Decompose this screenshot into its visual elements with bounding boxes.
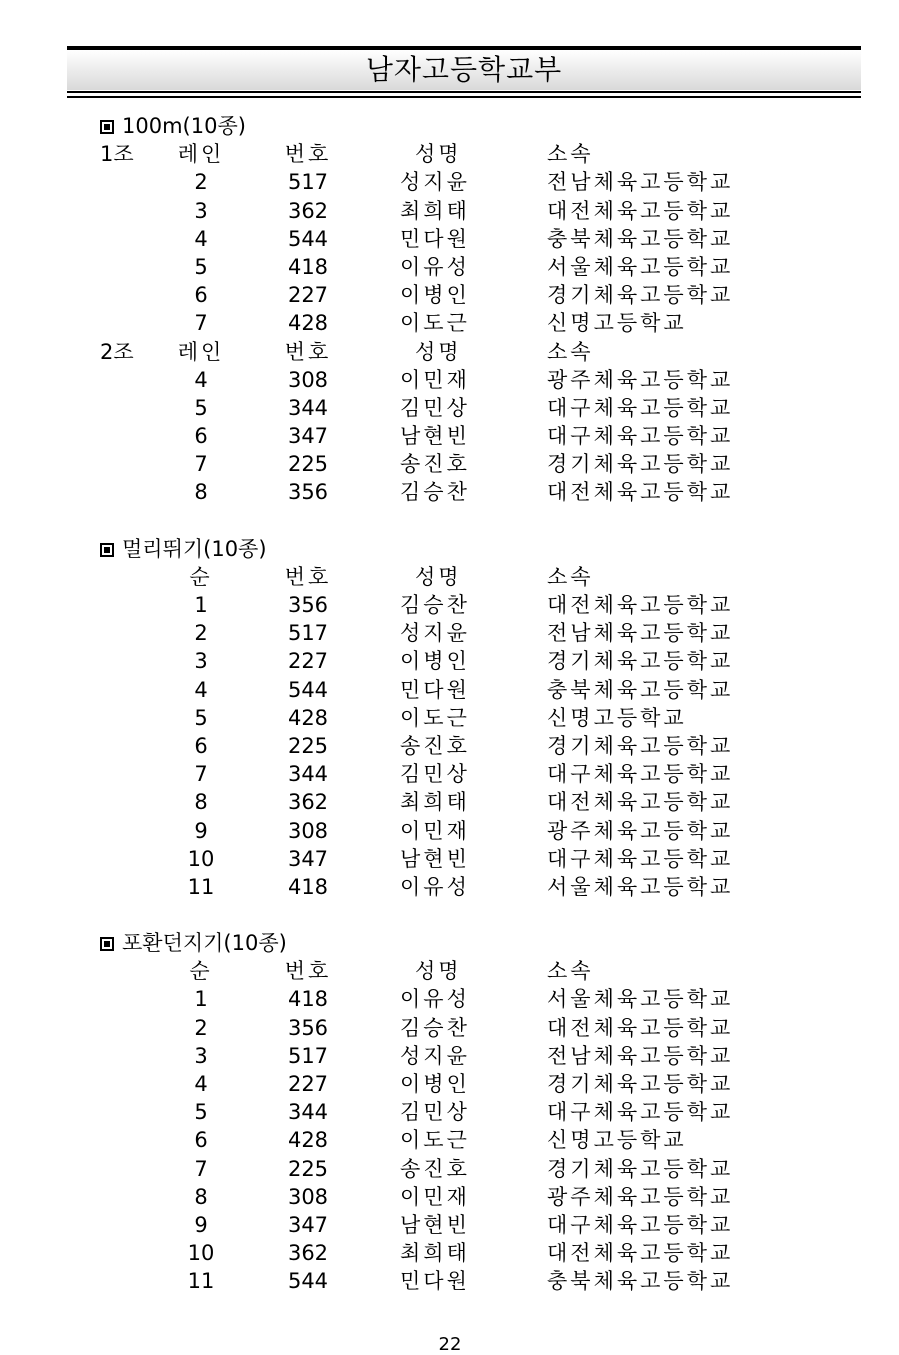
table-row <box>100 788 860 816</box>
event-section <box>100 929 860 1295</box>
bib-number-cell: 344 <box>287 762 329 787</box>
athlete-name-cell: 이민재 <box>400 1184 470 1209</box>
athlete-name-cell: 이병인 <box>400 1072 470 1096</box>
athlete-name-cell: 이도근 <box>400 705 470 730</box>
affiliation-cell: 전남체육고등학교 <box>547 621 734 646</box>
table-row <box>100 676 860 704</box>
table-header-row <box>100 563 860 591</box>
athlete-name-cell: 이민재 <box>400 818 470 843</box>
athlete-name-cell: 이유성 <box>400 987 470 1012</box>
affiliation-cell: 전남체육고등학교 <box>547 1043 734 1068</box>
athlete-name-cell: 이유성 <box>400 254 470 279</box>
athlete-name-cell: 성지윤 <box>400 621 470 646</box>
affiliation-cell: 서울체육고등학교 <box>547 254 734 279</box>
bib-number-cell: 544 <box>287 1269 329 1294</box>
table-row <box>100 281 860 309</box>
bib-number-cell: 225 <box>287 1156 329 1181</box>
table-row <box>100 1014 860 1042</box>
bib-number-cell: 347 <box>287 1212 329 1237</box>
athlete-name-cell: 김승찬 <box>400 593 470 617</box>
table-row <box>100 704 860 732</box>
column-header-rank: 순 <box>189 564 213 589</box>
bib-number-cell: 308 <box>287 818 329 843</box>
column-header-name: 성명 <box>415 564 462 589</box>
bib-number-cell: 344 <box>287 1100 329 1125</box>
heat-label: 1조 <box>100 142 134 167</box>
square-bullet-icon <box>100 937 114 951</box>
athlete-name-cell: 이유성 <box>400 874 470 899</box>
athlete-name-cell: 이병인 <box>400 649 470 674</box>
bib-number-cell: 356 <box>287 1015 329 1040</box>
column-header-rank: 레인 <box>177 339 225 364</box>
affiliation-cell: 대전체육고등학교 <box>547 198 734 223</box>
table-row <box>100 619 860 647</box>
page-number: 22 <box>438 1334 462 1355</box>
column-header-rank: 순 <box>189 959 213 984</box>
bib-number-cell: 362 <box>287 790 329 815</box>
affiliation-cell: 대전체육고등학교 <box>547 790 734 815</box>
event-section <box>100 535 860 901</box>
column-header-name: 성명 <box>415 959 462 984</box>
table-row <box>100 197 860 225</box>
table-row <box>100 760 860 788</box>
table-row <box>100 732 860 760</box>
rank-cell: 2 <box>194 170 208 195</box>
section-title <box>100 535 267 563</box>
header-bottom-rule-2 <box>67 96 861 98</box>
rank-cell: 8 <box>194 480 208 505</box>
bib-number-cell: 517 <box>287 170 329 195</box>
section-title <box>100 112 246 140</box>
affiliation-cell: 서울체육고등학교 <box>547 874 734 899</box>
bib-number-cell: 418 <box>287 874 329 899</box>
rank-cell: 7 <box>194 762 208 787</box>
bib-number-cell: 418 <box>287 987 329 1012</box>
rank-cell: 8 <box>194 1184 208 1209</box>
bib-number-cell: 347 <box>287 846 329 871</box>
bib-number-cell: 418 <box>287 254 329 279</box>
table-row <box>100 422 860 450</box>
rank-cell: 3 <box>194 649 208 674</box>
table-row <box>100 1239 860 1267</box>
column-header-name: 성명 <box>415 339 462 364</box>
section-title-row <box>100 535 860 563</box>
athlete-name-cell: 남현빈 <box>400 424 470 449</box>
athlete-name-cell: 남현빈 <box>400 1212 470 1237</box>
rank-cell: 9 <box>194 1212 208 1237</box>
rank-cell: 10 <box>187 846 215 871</box>
affiliation-cell: 경기체육고등학교 <box>547 733 734 758</box>
affiliation-cell: 대구체육고등학교 <box>547 395 734 420</box>
affiliation-cell: 대전체육고등학교 <box>547 480 734 505</box>
bib-number-cell: 544 <box>287 226 329 251</box>
athlete-name-cell: 송진호 <box>400 733 470 758</box>
affiliation-cell: 대구체육고등학교 <box>547 1212 734 1237</box>
table-row <box>100 1183 860 1211</box>
bib-number-cell: 227 <box>287 283 329 308</box>
affiliation-cell: 대전체육고등학교 <box>547 1241 734 1266</box>
affiliation-cell: 대구체육고등학교 <box>547 846 734 871</box>
bib-number-cell: 517 <box>287 621 329 646</box>
rank-cell: 4 <box>194 1072 208 1096</box>
athlete-name-cell: 김승찬 <box>400 1015 470 1040</box>
column-header-rank: 레인 <box>177 142 225 167</box>
bib-number-cell: 308 <box>287 367 329 392</box>
affiliation-cell: 경기체육고등학교 <box>547 1072 734 1096</box>
rank-cell: 3 <box>194 1043 208 1068</box>
table-row <box>100 1126 860 1154</box>
athlete-name-cell: 이도근 <box>400 311 470 336</box>
table-row <box>100 366 860 394</box>
bib-number-cell: 428 <box>287 705 329 730</box>
section-title-text: 100m(10종) <box>122 114 246 138</box>
rank-cell: 6 <box>194 424 208 449</box>
athlete-name-cell: 민다원 <box>400 1269 470 1294</box>
rank-cell: 2 <box>194 1015 208 1040</box>
affiliation-cell: 신명고등학교 <box>547 1128 687 1153</box>
square-bullet-icon <box>100 120 114 134</box>
bib-number-cell: 428 <box>287 311 329 336</box>
section-gap <box>100 507 860 535</box>
bib-number-cell: 356 <box>287 480 329 505</box>
affiliation-cell: 경기체육고등학교 <box>547 649 734 674</box>
heat-label: 2조 <box>100 339 134 364</box>
column-header-affiliation: 소속 <box>547 142 594 167</box>
table-row <box>100 873 860 901</box>
rank-cell: 6 <box>194 1128 208 1153</box>
athlete-name-cell: 김민상 <box>400 762 470 787</box>
affiliation-cell: 광주체육고등학교 <box>547 1184 734 1209</box>
square-bullet-icon <box>100 543 114 557</box>
affiliation-cell: 신명고등학교 <box>547 311 687 336</box>
rank-cell: 7 <box>194 311 208 336</box>
rank-cell: 3 <box>194 198 208 223</box>
table-row <box>100 394 860 422</box>
table-row <box>100 1098 860 1126</box>
rank-cell: 1 <box>194 987 208 1012</box>
affiliation-cell: 경기체육고등학교 <box>547 283 734 308</box>
affiliation-cell: 충북체육고등학교 <box>547 226 734 251</box>
table-row <box>100 1042 860 1070</box>
column-header-number: 번호 <box>284 564 332 589</box>
rank-cell: 4 <box>194 226 208 251</box>
column-header-affiliation: 소속 <box>547 339 594 364</box>
column-header-number: 번호 <box>284 339 332 364</box>
table-row <box>100 647 860 675</box>
rank-cell: 4 <box>194 677 208 702</box>
affiliation-cell: 전남체육고등학교 <box>547 170 734 195</box>
rank-cell: 4 <box>194 367 208 392</box>
athlete-name-cell: 김민상 <box>400 395 470 420</box>
table-header-row <box>100 338 860 366</box>
rank-cell: 10 <box>187 1241 215 1266</box>
affiliation-cell: 서울체육고등학교 <box>547 987 734 1012</box>
affiliation-cell: 신명고등학교 <box>547 705 687 730</box>
athlete-name-cell: 최희태 <box>400 198 470 223</box>
rank-cell: 11 <box>187 874 215 899</box>
table-row <box>100 1155 860 1183</box>
rank-cell: 1 <box>194 593 208 617</box>
table-row <box>100 591 860 619</box>
page-header <box>67 46 861 98</box>
rank-cell: 6 <box>194 733 208 758</box>
athlete-name-cell: 성지윤 <box>400 1043 470 1068</box>
athlete-name-cell: 최희태 <box>400 1241 470 1266</box>
header-bottom-rule <box>67 91 861 93</box>
affiliation-cell: 충북체육고등학교 <box>547 677 734 702</box>
rank-cell: 11 <box>187 1269 215 1294</box>
athlete-name-cell: 민다원 <box>400 677 470 702</box>
bib-number-cell: 362 <box>287 1241 329 1266</box>
affiliation-cell: 광주체육고등학교 <box>547 818 734 843</box>
section-title-row <box>100 929 860 957</box>
bib-number-cell: 225 <box>287 733 329 758</box>
section-title <box>100 929 287 957</box>
affiliation-cell: 대구체육고등학교 <box>547 1100 734 1125</box>
section-title-text: 포환던지기(10종) <box>122 931 287 956</box>
athlete-name-cell: 남현빈 <box>400 846 470 871</box>
affiliation-cell: 대전체육고등학교 <box>547 593 734 617</box>
bib-number-cell: 544 <box>287 677 329 702</box>
athlete-name-cell: 이도근 <box>400 1128 470 1153</box>
table-row <box>100 168 860 196</box>
table-header-row <box>100 140 860 168</box>
athlete-name-cell: 송진호 <box>400 452 470 477</box>
event-section <box>100 112 860 507</box>
section-title-row <box>100 112 860 140</box>
athlete-name-cell: 김승찬 <box>400 480 470 505</box>
table-row <box>100 1267 860 1295</box>
table-row <box>100 1070 860 1098</box>
athlete-name-cell: 민다원 <box>400 226 470 251</box>
athlete-name-cell: 송진호 <box>400 1156 470 1181</box>
bib-number-cell: 428 <box>287 1128 329 1153</box>
page-title: 남자고등학교부 <box>365 53 563 86</box>
column-header-number: 번호 <box>284 959 332 984</box>
affiliation-cell: 광주체육고등학교 <box>547 367 734 392</box>
affiliation-cell: 경기체육고등학교 <box>547 1156 734 1181</box>
results-content <box>100 112 860 1296</box>
bib-number-cell: 362 <box>287 198 329 223</box>
bib-number-cell: 308 <box>287 1184 329 1209</box>
rank-cell: 8 <box>194 790 208 815</box>
rank-cell: 5 <box>194 395 208 420</box>
affiliation-cell: 경기체육고등학교 <box>547 452 734 477</box>
table-row <box>100 450 860 478</box>
column-header-name: 성명 <box>415 142 462 167</box>
column-header-affiliation: 소속 <box>547 959 594 984</box>
athlete-name-cell: 이민재 <box>400 367 470 392</box>
affiliation-cell: 충북체육고등학교 <box>547 1269 734 1294</box>
bib-number-cell: 227 <box>287 1072 329 1096</box>
rank-cell: 5 <box>194 254 208 279</box>
athlete-name-cell: 최희태 <box>400 790 470 815</box>
athlete-name-cell: 성지윤 <box>400 170 470 195</box>
table-row <box>100 478 860 506</box>
section-title-text: 멀리뛰기(10종) <box>122 536 267 561</box>
rank-cell: 5 <box>194 1100 208 1125</box>
table-row <box>100 253 860 281</box>
table-row <box>100 845 860 873</box>
table-header-row <box>100 957 860 985</box>
athlete-name-cell: 이병인 <box>400 283 470 308</box>
rank-cell: 9 <box>194 818 208 843</box>
column-header-affiliation: 소속 <box>547 564 594 589</box>
table-row <box>100 225 860 253</box>
bib-number-cell: 227 <box>287 649 329 674</box>
rank-cell: 2 <box>194 621 208 646</box>
table-row <box>100 817 860 845</box>
section-gap <box>100 901 860 929</box>
rank-cell: 7 <box>194 1156 208 1181</box>
bib-number-cell: 517 <box>287 1043 329 1068</box>
bib-number-cell: 356 <box>287 593 329 617</box>
table-row <box>100 985 860 1013</box>
table-row <box>100 309 860 337</box>
affiliation-cell: 대구체육고등학교 <box>547 762 734 787</box>
rank-cell: 7 <box>194 452 208 477</box>
rank-cell: 5 <box>194 705 208 730</box>
bib-number-cell: 344 <box>287 395 329 420</box>
table-row <box>100 1211 860 1239</box>
column-header-number: 번호 <box>284 142 332 167</box>
bib-number-cell: 225 <box>287 452 329 477</box>
rank-cell: 6 <box>194 283 208 308</box>
athlete-name-cell: 김민상 <box>400 1100 470 1125</box>
affiliation-cell: 대전체육고등학교 <box>547 1015 734 1040</box>
affiliation-cell: 대구체육고등학교 <box>547 424 734 449</box>
bib-number-cell: 347 <box>287 424 329 449</box>
